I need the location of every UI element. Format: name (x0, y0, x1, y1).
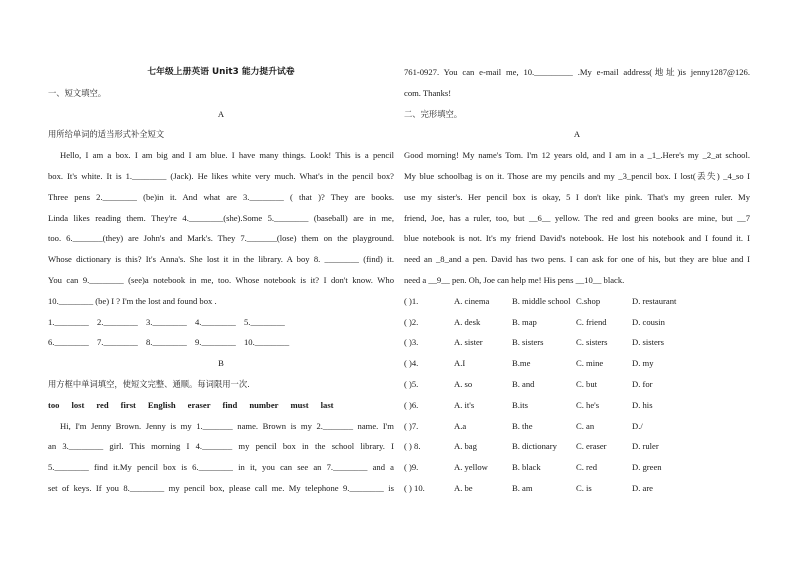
word-box-item: must (290, 399, 309, 410)
option-b: B. am (512, 482, 533, 493)
section2-heading: 二、完形填空。 (404, 108, 463, 119)
left-column (48, 62, 394, 499)
passage-line: Three pens 2.________ (be)in it. And what are 3.________ ( that )? They are books. (48, 191, 394, 202)
answer-blank[interactable]: 4.________ (195, 316, 236, 327)
word-box-item: find (222, 399, 238, 410)
answer-blank[interactable]: 2.________ (97, 316, 138, 327)
answer-blanks-row-2 (48, 332, 394, 353)
answer-bracket[interactable]: ( )3. (404, 337, 419, 348)
option-d: D. sisters (632, 337, 664, 348)
option-c: C. eraser (576, 441, 607, 452)
option-d: D. are (632, 482, 653, 493)
question-row[interactable] (404, 332, 750, 353)
option-c: C. friend (576, 316, 607, 327)
option-b: B. middle school (512, 295, 571, 306)
option-c: C.shop (576, 295, 601, 306)
passage-line: 761-0927. You can e-mail me, 10._________ .My e-mail address(地址)is jenny1287@126. (404, 67, 750, 77)
answer-blank[interactable]: 7.________ (97, 337, 138, 348)
option-d: D. his (632, 399, 653, 410)
option-d: D. my (632, 358, 654, 369)
passage-line: 5.________ find it.My pencil box is 6.________ in it, you can see an 7.________ and a (48, 462, 394, 473)
option-c: C. mine (576, 358, 604, 369)
option-b: B.its (512, 399, 528, 410)
answer-blank[interactable]: 10.________ (244, 337, 290, 348)
option-b: B.me (512, 358, 531, 369)
word-box-item: first (120, 399, 136, 410)
option-a: A. desk (454, 316, 481, 327)
option-a: A.a (454, 420, 467, 431)
answer-bracket[interactable]: ( )6. (404, 399, 419, 410)
option-d: D. cousin (632, 316, 665, 327)
option-b: B. and (512, 378, 535, 389)
option-c: C. an (576, 420, 595, 431)
answer-bracket[interactable]: ( )7. (404, 420, 419, 431)
right-column (404, 62, 750, 499)
option-b: B. the (512, 420, 533, 431)
section1-heading: 一、短文填空。 (48, 87, 107, 98)
answer-bracket[interactable]: ( )2. (404, 316, 419, 327)
question-row[interactable] (404, 353, 750, 374)
passage-line: Whose dictionary is this? It's Anna's. She lost it in the library. A boy 8. ________ (find) it. (48, 254, 394, 265)
answer-blank[interactable]: 6.________ (48, 337, 89, 348)
passage-line: box. It's white. It is 1.________ (Jack). He likes white very much. What's in the pencil box? (48, 170, 394, 181)
option-b: B. map (512, 316, 537, 327)
answer-blank[interactable]: 1.________ (48, 316, 89, 327)
passage-line: Linda likes reading them. They're 4.________(she).Some 5.________ (baseball) are in me, (48, 212, 394, 223)
question-row[interactable] (404, 457, 750, 478)
word-box-item: last (320, 399, 334, 410)
option-c: C. sisters (576, 337, 608, 348)
passage-line: an 3.________ girl. This morning I 4._______ my pencil box in the school library. I (48, 441, 394, 452)
answer-bracket[interactable]: ( )1. (404, 295, 419, 306)
option-d: D. for (632, 378, 653, 389)
cloze-passage-line: My blue schoolbag is on it. Those are my pencils and my _3_pencil box. I lost(丢失) _4_so I (404, 170, 750, 181)
answer-blanks-row-1 (48, 312, 394, 333)
question-row[interactable] (404, 416, 750, 437)
word-box (48, 395, 394, 416)
question-row[interactable] (404, 395, 750, 416)
word-box-item: number (249, 399, 279, 410)
question-row[interactable] (404, 312, 750, 333)
option-a: A. it's (454, 399, 475, 410)
option-c: C. but (576, 378, 598, 389)
option-a: A. bag (454, 441, 477, 452)
option-a: A. cinema (454, 295, 490, 306)
cloze-passage-line: need an _8_and a pen. David has two pens. I can ask for one of his, but they are blue and I (404, 254, 750, 265)
option-d: D. green (632, 462, 662, 473)
word-box-item: eraser (187, 399, 211, 410)
part-b-label: B (218, 358, 224, 369)
answer-bracket[interactable]: ( )9. (404, 462, 419, 473)
option-d: D. ruler (632, 441, 659, 452)
question-row[interactable] (404, 291, 750, 312)
cloze-passage-line: friend, Joe, has a ruler, too, but __6__ yellow. The red and green books are mine, but __7 (404, 212, 750, 223)
question-row[interactable] (404, 436, 750, 457)
answer-bracket[interactable]: ( )5. (404, 378, 419, 389)
cloze-part-a-label: A (573, 129, 581, 140)
answer-bracket[interactable]: ( )4. (404, 358, 419, 369)
passage-line: 10.________ (be) I ? I'm the lost and found box . (48, 295, 217, 306)
cloze-passage-line: blue notebook is not. It's my friend David's notebook. He lost his notebook and I found it. I (404, 233, 750, 244)
word-box-item: red (96, 399, 109, 410)
part-a-label: A (217, 108, 225, 119)
exam-title: 七年级上册英语 Unit3 能力提升试卷 (147, 67, 295, 77)
option-b: B. dictionary (512, 441, 557, 452)
passage-line: com. Thanks! (404, 87, 452, 98)
part-b-instruction: 用方框中单词填空，使短文完整、通顺。每词限用一次. (48, 378, 250, 389)
question-row[interactable] (404, 478, 750, 499)
passage-line: Hello, I am a box. I am big and I am blue. I have many things. Look! This is a pencil (60, 150, 394, 161)
word-box-item: too (48, 399, 60, 410)
option-c: C. he's (576, 399, 600, 410)
answer-blank[interactable]: 5.________ (244, 316, 285, 327)
cloze-passage-line: use my sister's. Her pencil box is okay, 5 I don't like pink. That's my green ruler. My (404, 191, 750, 202)
answer-blank[interactable]: 8.________ (146, 337, 187, 348)
passage-line: You can 9.________ (see)a notebook in me, too. Whose notebook is it? I don't know. Who (48, 274, 394, 285)
option-a: A. be (454, 482, 473, 493)
passage-line: too. 6._______(they) are John's and Mark's. They 7._______(lose) them on the playground. (48, 233, 394, 244)
option-a: A. sister (454, 337, 483, 348)
word-box-item: lost (71, 399, 85, 410)
passage-line: set of keys. If you 8.________ my pencil box, please call me. My telephone 9.________ is (48, 482, 394, 493)
word-box-item: English (147, 399, 176, 410)
option-b: B. sisters (512, 337, 544, 348)
passage-line: Hi, I'm Jenny Brown. Jenny is my 1._______ name. Brown is my 2._______ name. I'm (60, 420, 394, 431)
answer-bracket[interactable]: ( ) 8. (404, 441, 421, 452)
answer-blank[interactable]: 9.________ (195, 337, 236, 348)
option-a: A.I (454, 358, 466, 369)
answer-blank[interactable]: 3.________ (146, 316, 187, 327)
cloze-passage-line: need a __9__ pen. Oh, Joe can help me! His pens __10__ black. (404, 274, 625, 285)
question-row[interactable] (404, 374, 750, 395)
option-c: C. red (576, 462, 598, 473)
answer-bracket[interactable]: ( ) 10. (404, 482, 425, 493)
cloze-passage-line: Good morning! My name's Tom. I'm 12 years old, and I am in a _1_.Here's my _2_at school. (404, 150, 750, 161)
option-a: A. yellow (454, 462, 488, 473)
option-a: A. so (454, 378, 473, 389)
option-d: D./ (632, 420, 643, 431)
part-a-instruction: 用所给单词的适当形式补全短文 (48, 129, 165, 140)
option-c: C. is (576, 482, 592, 493)
option-d: D. restaurant (632, 295, 677, 306)
option-b: B. black (512, 462, 541, 473)
